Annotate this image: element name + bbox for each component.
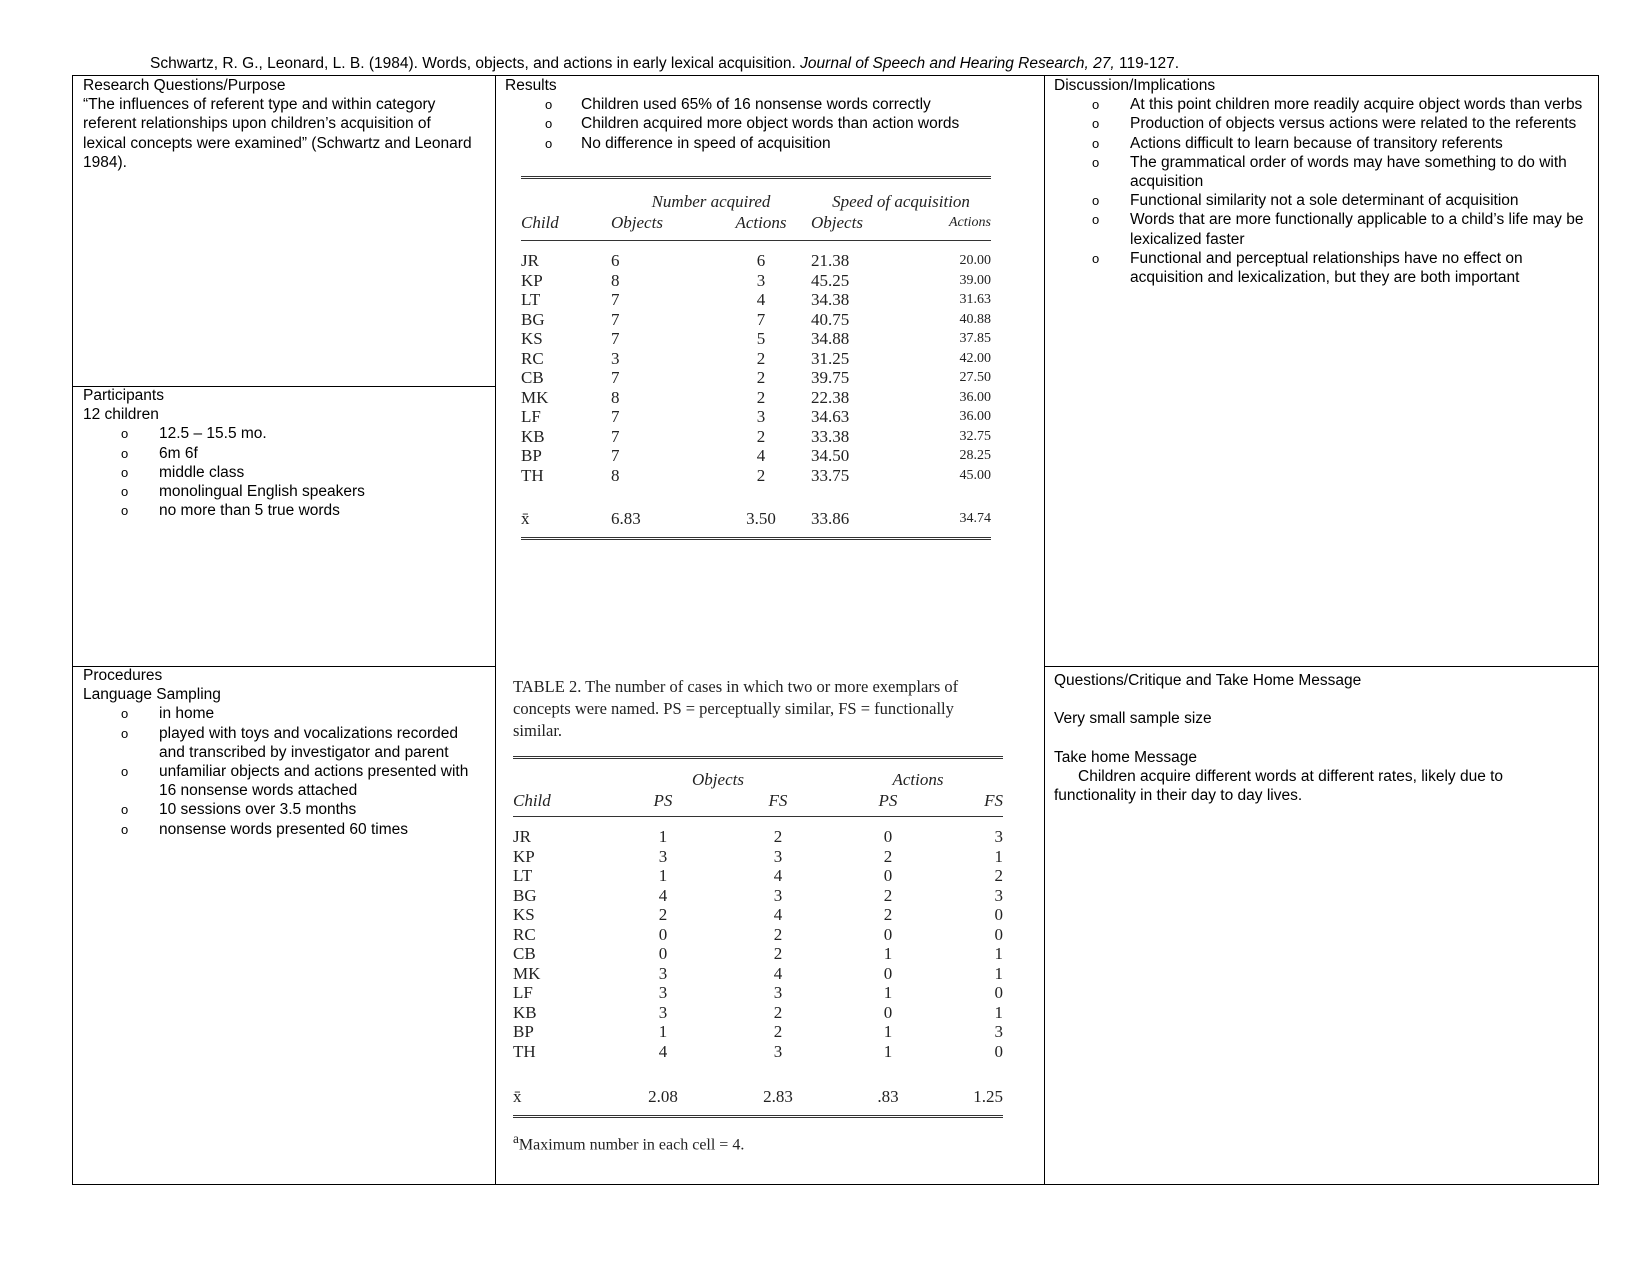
participant-item-text: middle class xyxy=(159,463,245,481)
table-cell: KP xyxy=(513,846,535,866)
table-cell: 7 xyxy=(611,426,620,446)
table2-col-header: Child xyxy=(513,791,551,810)
divider xyxy=(1044,666,1598,667)
table-cell: 8 xyxy=(611,387,620,407)
table-cell: 8 xyxy=(611,465,620,485)
bullet-icon: o xyxy=(121,821,129,837)
table-row xyxy=(513,1042,1003,1062)
bullet-icon: o xyxy=(1092,116,1100,132)
table-cell: 39.00 xyxy=(959,272,991,288)
procedure-item xyxy=(83,704,478,723)
table1-group-header: Speed of acquisition xyxy=(832,192,970,211)
table2-body xyxy=(513,827,1003,1061)
bullet-icon: o xyxy=(121,725,129,741)
table2-footnote-text: Maximum number in each cell = 4. xyxy=(518,1136,745,1154)
bullet-icon: o xyxy=(121,706,129,722)
table-cell: 3 xyxy=(994,827,1003,846)
discussion-item-text: Words that are more functionally applicable to a child’s life may be lexicalized faster xyxy=(1130,211,1584,248)
participant-item xyxy=(83,444,478,463)
table-row xyxy=(513,827,1003,847)
discussion-item xyxy=(1054,114,1584,133)
table-cell: 3 xyxy=(756,270,766,290)
table-cell: KS xyxy=(521,329,543,348)
procedures-subheading: Language Sampling xyxy=(83,686,221,704)
table-cell: 1 xyxy=(994,944,1003,963)
table-cell: 37.85 xyxy=(959,331,991,346)
table-cell: KP xyxy=(521,270,543,290)
table-cell: 34.63 xyxy=(811,407,850,426)
bullet-icon: o xyxy=(121,802,129,818)
table-cell: 4 xyxy=(756,290,766,309)
critique-text: Very small sample size xyxy=(1054,710,1212,728)
table-cell: 34.74 xyxy=(959,511,991,526)
table2-group-header: Actions xyxy=(892,770,944,789)
table-row xyxy=(521,329,991,349)
table-cell: 33.75 xyxy=(811,465,850,485)
participant-item-text: 12.5 – 15.5 mo. xyxy=(159,425,267,443)
table1-mean-row xyxy=(521,509,991,529)
table-cell: RC xyxy=(521,348,544,368)
table-cell: 33.86 xyxy=(811,509,850,528)
table-cell: 2 xyxy=(756,348,766,368)
table1-col-header: Objects xyxy=(611,213,663,232)
discussion-item-text: Production of objects versus actions were related to the referents xyxy=(1130,115,1577,133)
table-row xyxy=(513,886,1003,906)
table-cell: 31.63 xyxy=(959,292,991,307)
table-cell: 2 xyxy=(883,846,893,866)
discussion-item-text: The grammatical order of words may have something to do with acquisition xyxy=(1130,153,1567,191)
table-cell: 1 xyxy=(994,1002,1003,1022)
participants-heading: Participants xyxy=(83,387,164,404)
discussion-item-text: At this point children more readily acquire object words than verbs xyxy=(1130,96,1583,114)
table-cell: MK xyxy=(513,963,541,983)
results-list xyxy=(505,95,1035,153)
research-section xyxy=(83,76,478,172)
table-cell: JR xyxy=(513,827,531,846)
participant-item-text: no more than 5 true words xyxy=(159,502,340,520)
table-rule xyxy=(513,816,1003,817)
table-cell: 3 xyxy=(994,1022,1003,1041)
bullet-icon: o xyxy=(545,116,553,132)
table-cell: 36.00 xyxy=(959,389,991,405)
table-cell: 3 xyxy=(773,983,783,1002)
table-cell: 4 xyxy=(756,446,766,465)
table-row xyxy=(521,349,991,369)
table-cell: 45.00 xyxy=(959,467,991,483)
table1-body xyxy=(521,251,991,485)
discussion-item xyxy=(1054,95,1584,114)
table1-image xyxy=(521,176,991,543)
table-cell: 39.75 xyxy=(811,368,850,387)
research-heading: Research Questions/Purpose xyxy=(83,77,286,94)
table-cell: BP xyxy=(521,446,542,465)
table-cell: 7 xyxy=(611,368,620,387)
bullet-icon: o xyxy=(545,135,553,151)
table-cell: 2 xyxy=(773,924,783,944)
table-cell: 2 xyxy=(658,905,668,924)
table-cell: 7 xyxy=(756,309,766,329)
table-cell: LF xyxy=(513,983,533,1002)
table-cell: 20.00 xyxy=(959,253,991,268)
table-cell: 45.25 xyxy=(811,270,850,290)
participant-item xyxy=(83,501,478,520)
bullet-icon: o xyxy=(121,445,129,461)
table-cell: 1 xyxy=(883,1022,893,1041)
procedure-item xyxy=(83,762,478,800)
table-cell: 2 xyxy=(756,368,766,387)
table-cell: 1 xyxy=(994,963,1003,983)
table-cell: LF xyxy=(521,407,541,426)
table-cell: 6 xyxy=(611,251,620,270)
table-cell: 34.50 xyxy=(811,446,850,465)
participant-item xyxy=(83,424,478,443)
table-row xyxy=(513,866,1003,886)
table-cell: 0 xyxy=(658,944,668,963)
table2-col-header: FS xyxy=(984,791,1003,810)
table-cell: 0 xyxy=(883,866,893,885)
table-cell: x̄ xyxy=(513,1087,522,1106)
table-cell: 2 xyxy=(773,827,783,846)
table-cell: 2 xyxy=(994,866,1003,885)
table-row xyxy=(521,466,991,486)
divider xyxy=(1044,76,1045,1184)
table-rule xyxy=(513,756,1003,762)
table-rule xyxy=(521,240,991,241)
table-cell: 6 xyxy=(756,251,766,270)
citation xyxy=(150,55,1179,73)
table-cell: 0 xyxy=(994,1041,1003,1061)
table-cell: 2.83 xyxy=(763,1087,793,1106)
table-row xyxy=(521,388,991,408)
table-cell: 2 xyxy=(773,1002,783,1022)
procedure-item-text: played with toys and vocalizations recorded and transcribed by investigator and parent xyxy=(159,724,458,761)
table-row xyxy=(513,944,1003,964)
table-cell: 1 xyxy=(994,846,1003,866)
takehome-text: Children acquire different words at different rates, likely due to functionality in their day to day lives. xyxy=(1054,767,1504,805)
discussion-item-text: Functional similarity not a sole determinant of acquisition xyxy=(1130,192,1519,210)
bullet-icon: o xyxy=(545,97,553,113)
table-cell: 3 xyxy=(658,846,668,866)
table-cell: 0 xyxy=(994,924,1003,944)
table-row xyxy=(521,290,991,310)
table-cell: 3.50 xyxy=(746,509,776,528)
table-cell: 4 xyxy=(773,905,783,924)
table-cell: 4 xyxy=(658,885,668,905)
table2-col-header: PS xyxy=(653,791,673,810)
procedure-item xyxy=(83,800,478,819)
table-cell: 7 xyxy=(611,446,620,465)
table-row xyxy=(521,446,991,466)
discussion-item xyxy=(1054,153,1584,191)
table-cell: 7 xyxy=(611,407,620,426)
table-cell: 1 xyxy=(658,827,668,846)
table-cell: 1 xyxy=(883,983,893,1002)
table-cell: 22.38 xyxy=(811,387,850,407)
citation-journal: Journal of Speech and Hearing Research, 27, xyxy=(800,55,1115,72)
table-cell: CB xyxy=(521,368,544,387)
bullet-icon: o xyxy=(1092,154,1100,170)
research-text: “The influences of referent type and within category referent relationships upon children’s acquisition of lexical concepts were examined” (Schwartz and Leonard 1984). xyxy=(83,96,472,171)
table-cell: 36.00 xyxy=(959,409,991,424)
table-cell: CB xyxy=(513,944,536,963)
table-cell: LT xyxy=(513,866,533,885)
table-cell: TH xyxy=(513,1041,536,1061)
table-cell: BP xyxy=(513,1022,534,1041)
participant-item-text: 6m 6f xyxy=(159,444,198,462)
table-row xyxy=(513,925,1003,945)
table-cell: 2.08 xyxy=(648,1087,678,1106)
table-row xyxy=(521,427,991,447)
bullet-icon: o xyxy=(1092,212,1100,228)
bullet-icon: o xyxy=(1092,135,1100,151)
result-item xyxy=(505,114,1035,133)
table-cell: 33.38 xyxy=(811,426,850,446)
table-cell: 28.25 xyxy=(959,448,991,463)
critique-heading: Questions/Critique and Take Home Message xyxy=(1054,672,1362,689)
table-row xyxy=(513,905,1003,925)
bullet-icon: o xyxy=(1092,193,1100,209)
participant-item-text: monolingual English speakers xyxy=(159,483,365,501)
table-cell: 4 xyxy=(773,866,783,885)
table-cell: 21.38 xyxy=(811,251,850,270)
table-cell: 3 xyxy=(658,963,668,983)
table-cell: 42.00 xyxy=(959,350,991,366)
table-cell: 2 xyxy=(756,426,766,446)
table-cell: 2 xyxy=(756,465,766,485)
table-cell: 3 xyxy=(773,885,783,905)
table-rule xyxy=(521,176,991,182)
table-cell: 31.25 xyxy=(811,348,850,368)
table2 xyxy=(513,770,1003,1107)
table-cell: 4 xyxy=(773,963,783,983)
table-cell: x̄ xyxy=(521,509,530,528)
table-cell: 7 xyxy=(611,329,620,348)
result-item-text: Children acquired more object words than action words xyxy=(581,115,960,133)
table-cell: 2 xyxy=(883,885,893,905)
table-row xyxy=(521,310,991,330)
table-cell: 1 xyxy=(883,944,893,963)
procedure-item xyxy=(83,724,478,762)
table-cell: 8 xyxy=(611,270,620,290)
table1-col-header: Child xyxy=(521,213,559,232)
participant-item xyxy=(83,463,478,482)
critique-section xyxy=(1054,671,1574,805)
table-row xyxy=(521,368,991,388)
table-cell: 1 xyxy=(658,1022,668,1041)
procedure-item-text: unfamiliar objects and actions presented with 16 nonsense words attached xyxy=(159,763,469,800)
result-item xyxy=(505,134,1035,153)
table-cell: 3 xyxy=(773,1041,783,1061)
discussion-heading: Discussion/Implications xyxy=(1054,77,1216,94)
table-cell: 32.75 xyxy=(959,428,991,444)
participant-item xyxy=(83,482,478,501)
discussion-item xyxy=(1054,210,1584,248)
result-item-text: No difference in speed of acquisition xyxy=(581,134,831,152)
table-rule xyxy=(513,1115,1003,1121)
table-cell: 40.75 xyxy=(811,309,850,329)
procedures-section xyxy=(83,666,478,839)
table-cell: 4 xyxy=(658,1041,668,1061)
procedures-heading: Procedures xyxy=(83,667,163,684)
discussion-item xyxy=(1054,191,1584,210)
table-cell: 2 xyxy=(883,905,893,924)
table-row xyxy=(513,1022,1003,1042)
procedure-item-text: nonsense words presented 60 times xyxy=(159,820,409,838)
table-cell: 0 xyxy=(883,1002,893,1022)
results-heading: Results xyxy=(505,77,557,94)
table-cell: RC xyxy=(513,924,536,944)
result-item-text: Children used 65% of 16 nonsense words correctly xyxy=(581,96,931,114)
table-cell: 0 xyxy=(883,924,893,944)
table1-col-header: Actions xyxy=(949,215,991,230)
table-cell: 2 xyxy=(773,944,783,963)
table-row xyxy=(513,964,1003,984)
table2-mean-row xyxy=(513,1087,1003,1107)
table-cell: KB xyxy=(521,426,545,446)
table-row xyxy=(513,983,1003,1003)
table-row xyxy=(513,1003,1003,1023)
bullet-icon: o xyxy=(121,426,129,442)
participants-subheading: 12 children xyxy=(83,406,159,424)
summary-grid xyxy=(72,75,1599,1185)
table-cell: 5 xyxy=(756,329,766,348)
table-cell: 0 xyxy=(883,963,893,983)
table-cell: 3 xyxy=(611,348,620,368)
bullet-icon: o xyxy=(121,484,129,500)
table1-col-header: Objects xyxy=(811,213,863,232)
discussion-item-text: Actions difficult to learn because of transitory referents xyxy=(1130,134,1503,152)
result-item xyxy=(505,95,1035,114)
table-cell: BG xyxy=(513,885,537,905)
table-rule xyxy=(521,537,991,543)
table-cell: 0 xyxy=(658,924,668,944)
table-cell: TH xyxy=(521,465,544,485)
bullet-icon: o xyxy=(121,464,129,480)
table-cell: 3 xyxy=(773,846,783,866)
table-row xyxy=(521,251,991,271)
table-cell: 40.88 xyxy=(959,311,991,327)
table-cell: BG xyxy=(521,309,545,329)
discussion-item-text: Functional and perceptual relationships have no effect on acquisition and lexicalization, but they are both important xyxy=(1130,249,1523,287)
discussion-item xyxy=(1054,249,1584,287)
bullet-icon: o xyxy=(1092,97,1100,113)
table-cell: 6.83 xyxy=(611,509,641,528)
procedure-item-text: in home xyxy=(159,705,215,723)
table-cell: 34.88 xyxy=(811,329,850,348)
table-cell: 7 xyxy=(611,290,620,309)
discussion-section xyxy=(1054,76,1584,287)
table-cell: 0 xyxy=(994,905,1003,924)
table2-image xyxy=(513,676,1003,1154)
procedure-item xyxy=(83,820,478,839)
table-cell: 2 xyxy=(773,1022,783,1041)
participants-section xyxy=(83,386,478,520)
table-cell: KB xyxy=(513,1002,537,1022)
table2-group-header: Objects xyxy=(692,770,744,789)
table2-footnote: $^a$Maximum number in each cell = 4. xyxy=(513,1131,745,1154)
takehome-heading: Take home Message xyxy=(1054,748,1198,766)
table-row xyxy=(521,271,991,291)
procedures-list xyxy=(83,704,478,838)
table1-col-header: Actions xyxy=(735,213,787,232)
table-cell: 2 xyxy=(756,387,766,407)
table-cell: 1 xyxy=(658,866,668,885)
table-cell: 34.38 xyxy=(811,290,850,309)
table-cell: 1 xyxy=(883,1041,893,1061)
bullet-icon: o xyxy=(121,503,129,519)
table1 xyxy=(521,192,991,529)
table-cell: 0 xyxy=(883,827,893,846)
table-cell: 1.25 xyxy=(973,1087,1003,1106)
table-cell: 3 xyxy=(658,1002,668,1022)
table1-group-header: Number acquired xyxy=(651,192,771,211)
procedure-item-text: 10 sessions over 3.5 months xyxy=(159,801,357,819)
table2-col-header: PS xyxy=(878,791,898,810)
table-cell: .83 xyxy=(877,1087,899,1106)
table-cell: 3 xyxy=(658,983,668,1002)
discussion-list xyxy=(1054,95,1584,287)
table-cell: 3 xyxy=(994,885,1003,905)
table2-col-header: FS xyxy=(768,791,788,810)
table-cell: JR xyxy=(521,251,539,270)
table-cell: KS xyxy=(513,905,535,924)
results-section xyxy=(505,76,1035,153)
table-cell: 7 xyxy=(611,309,620,329)
discussion-item xyxy=(1054,134,1584,153)
table-row xyxy=(513,847,1003,867)
citation-prefix: Schwartz, R. G., Leonard, L. B. (1984). Words, objects, and actions in early lexical acquisition. xyxy=(150,55,801,72)
citation-pages: 119-127. xyxy=(1114,55,1180,72)
participants-list xyxy=(83,424,478,520)
table-cell: LT xyxy=(521,290,541,309)
table-row xyxy=(521,407,991,427)
divider xyxy=(495,76,496,1184)
table-cell: 27.50 xyxy=(959,370,991,385)
table-cell: 0 xyxy=(994,983,1003,1002)
table-cell: 3 xyxy=(756,407,766,426)
table2-caption: TABLE 2. The number of cases in which two or more exemplars of concepts were named. PS = perceptually similar, FS = functionally similar. xyxy=(513,677,959,740)
bullet-icon: o xyxy=(121,764,129,780)
bullet-icon: o xyxy=(1092,250,1100,266)
table-cell: MK xyxy=(521,387,549,407)
